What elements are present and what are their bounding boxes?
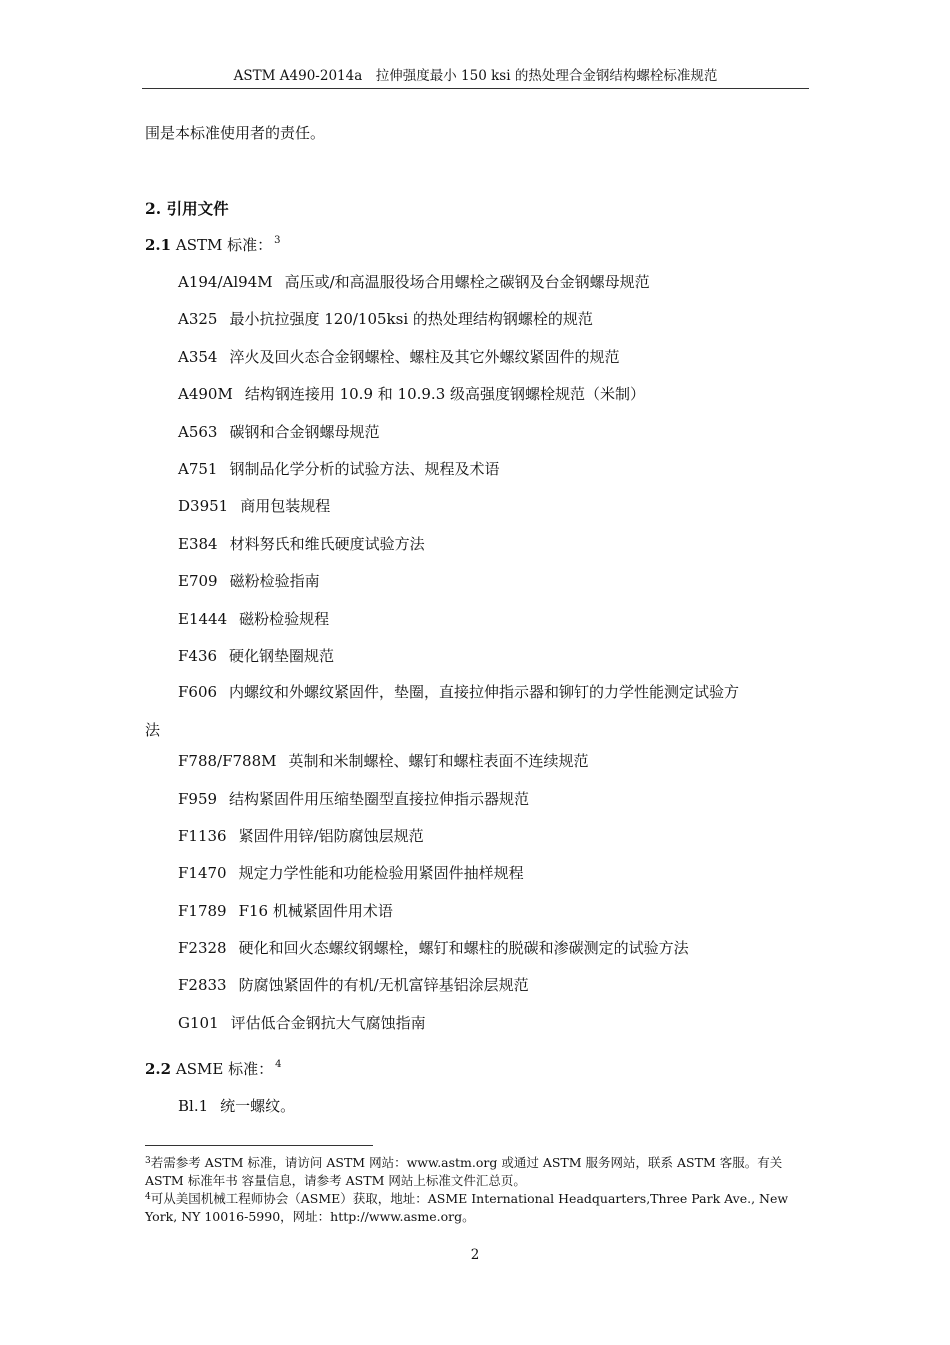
footnote-ref: 4	[275, 1059, 282, 1070]
subsection-label: ASTM 标准：	[171, 236, 273, 254]
footnotes	[145, 1154, 811, 1226]
list-item	[178, 749, 810, 786]
subsection-number: 2.2	[145, 1060, 172, 1078]
footnote-4	[145, 1190, 811, 1226]
list-item	[178, 457, 810, 494]
standard-code: F1470	[178, 864, 227, 883]
standard-title: 结构钢连接用 10.9 和 10.9.3 级高强度钢螺栓规范（米制）	[244, 385, 646, 404]
header-title: ASTM A490-2014a 拉伸强度最小 150 ksi 的热处理合金钢结构螺栓标准规范	[233, 68, 718, 84]
list-item	[178, 861, 810, 898]
page-header	[142, 66, 809, 89]
standard-code: D3951	[178, 497, 229, 516]
list-item	[178, 1011, 810, 1048]
subsection-label: ASME 标准：	[171, 1060, 274, 1078]
standard-title: 高压或/和高温服役场合用螺栓之碳钢及台金钢螺母规范	[284, 273, 650, 291]
list-item	[178, 607, 810, 644]
footnote-mark: 4	[145, 1192, 151, 1202]
list-item	[145, 674, 810, 749]
standard-title: 评估低合金钢抗大气腐蚀指南	[230, 1013, 426, 1032]
standard-title-continuation: 法	[145, 720, 161, 739]
standard-title: 碳钢和合金钢螺母规范	[229, 422, 380, 441]
section-title: 2. 引用文件	[145, 199, 229, 218]
list-item	[178, 569, 810, 606]
standard-code: A194/Al94M	[178, 273, 273, 291]
list-item	[178, 345, 810, 382]
standard-code: A325	[178, 310, 218, 329]
standard-title: 淬火及回火态合金钢螺栓、螺柱及其它外螺纹紧固件的规范	[229, 347, 620, 366]
list-item	[178, 936, 810, 973]
list-item	[178, 824, 810, 861]
footnote-text: 可从美国机械工程师协会（ASME）获取，地址：ASME International Headquarters,Three Park Ave., New York, NY 10016-5990，网址：http://www.asme.org。	[145, 1191, 789, 1224]
list-item	[178, 787, 810, 824]
page-number: 2	[470, 1247, 480, 1263]
standard-title: 规定力学性能和功能检验用紧固件抽样规程	[238, 864, 524, 883]
footnote-ref: 3	[274, 235, 281, 246]
standard-code: F1136	[178, 826, 227, 845]
standard-code: A563	[178, 422, 218, 441]
standard-code: Bl.1	[178, 1097, 209, 1115]
standard-code: A490M	[178, 385, 233, 404]
list-item	[178, 307, 810, 344]
footnote-text: 若需参考 ASTM 标准，请访问 ASTM 网站：www.astm.org 或通过 ASTM 服务网站，联系 ASTM 客服。有关 ASTM 标准年书 容量信息，请参考 ASTM 网站上标准文件汇总页。	[145, 1155, 783, 1188]
list-item	[178, 899, 810, 936]
list-item	[178, 532, 810, 569]
subsection-asme-heading	[145, 1057, 281, 1081]
standard-code: F959	[178, 789, 218, 808]
standard-title: 最小抗拉强度 120/105ksi 的热处理结构钢螺栓的规范	[229, 310, 593, 329]
standard-code: G101	[178, 1013, 219, 1032]
standard-code: F2833	[178, 976, 227, 995]
subsection-astm-heading	[145, 233, 281, 257]
footnote-mark: 3	[145, 1156, 151, 1166]
subsection-number: 2.1	[145, 236, 172, 254]
list-item	[178, 494, 810, 531]
intro-text: 围是本标准使用者的责任。	[145, 124, 326, 142]
list-item	[178, 973, 810, 1010]
standard-title: 紧固件用锌/铝防腐蚀层规范	[238, 826, 424, 845]
standard-title: 磁粉检验规程	[239, 609, 330, 628]
standard-code: E1444	[178, 609, 228, 628]
list-item	[178, 420, 810, 457]
footnote-divider	[145, 1145, 373, 1146]
standard-title: 硬化和回火态螺纹钢螺栓，螺钉和螺柱的脱碳和渗碳测定的试验方法	[238, 939, 689, 958]
standard-code: F436	[178, 646, 218, 665]
standard-title: F16 机械紧固件用术语	[238, 901, 393, 920]
standard-code: E709	[178, 572, 218, 591]
standard-title: 商用包装规程	[240, 497, 331, 516]
astm-standards-list	[145, 270, 810, 1048]
standard-code: F2328	[178, 939, 227, 958]
standard-title: 材料努氏和维氏硬度试验方法	[229, 534, 425, 553]
standard-title: 结构紧固件用压缩垫圈型直接拉伸指示器规范	[229, 789, 530, 808]
standard-code: E384	[178, 534, 218, 553]
standard-code: F606	[178, 683, 218, 702]
standard-title: 钢制品化学分析的试验方法、规程及术语	[229, 459, 500, 478]
standard-code: A354	[178, 347, 218, 366]
standard-title: 英制和米制螺栓、螺钉和螺柱表面不连续规范	[288, 752, 589, 771]
standard-title: 硬化钢垫圈规范	[229, 646, 335, 665]
standard-title: 统一螺纹。	[220, 1097, 296, 1115]
standard-code: F788/F788M	[178, 752, 277, 771]
standard-code: F1789	[178, 901, 227, 920]
standard-title: 磁粉检验指南	[229, 572, 320, 591]
standard-code: A751	[178, 459, 218, 478]
list-item	[178, 382, 810, 419]
footnote-3	[145, 1154, 811, 1190]
standard-title: 内螺纹和外螺纹紧固件，垫圈，直接拉伸指示器和铆钉的力学性能测定试验方	[229, 683, 740, 702]
list-item	[178, 270, 810, 307]
standard-title: 防腐蚀紧固件的有机/无机富锌基铝涂层规范	[238, 976, 529, 995]
list-item	[178, 1094, 295, 1118]
